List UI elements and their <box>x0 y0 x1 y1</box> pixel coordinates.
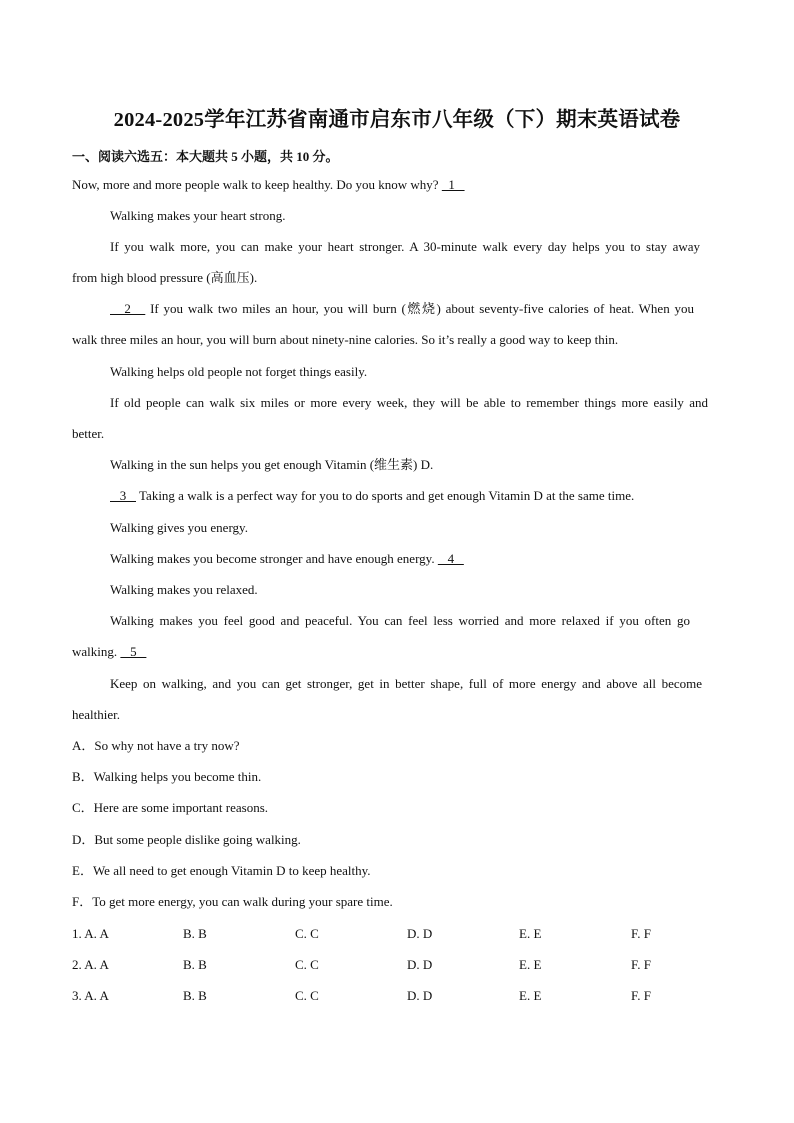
p6-heading: Walking makes you relaxed. <box>110 582 258 597</box>
answer-row-2-f[interactable]: F. F <box>631 957 651 972</box>
answer-row-2-c[interactable]: C. C <box>295 957 319 972</box>
answer-row-3-b[interactable]: B. B <box>183 988 207 1003</box>
p3-line2: better. <box>72 426 105 441</box>
p5-heading: Walking gives you energy. <box>110 520 248 535</box>
p7-line1: Keep on walking, and you can get stronger, get in better shape, full of more energy and above all become <box>110 676 702 691</box>
answer-row-3-c[interactable]: C. C <box>295 988 319 1003</box>
p5-line1 <box>110 551 464 567</box>
answer-row-1-d[interactable]: D. D <box>407 926 433 941</box>
blank-4: 4 <box>437 551 464 566</box>
p3-line1: If old people can walk six miles or more every week, they will be able to remember things more easily and <box>110 395 708 410</box>
p4-line1 <box>110 488 634 504</box>
answer-row-1-a[interactable]: 1. A. A <box>72 926 109 941</box>
section-heading: 一、阅读六选五：本大题共 5 小题，共 10 分。 <box>72 149 339 164</box>
answer-row-2-e[interactable]: E. E <box>519 957 542 972</box>
page-title: 2024-2025学年江苏省南通市启东市八年级（下）期末英语试卷 <box>113 109 681 131</box>
p4-text: Taking a walk is a perfect way for you to do sports and get enough Vitamin D at the same time. <box>136 488 635 503</box>
p5-text: Walking makes you become stronger and have enough energy. <box>110 551 438 566</box>
choice-e: E．We all need to get enough Vitamin D to keep healthy. <box>72 863 371 878</box>
p7-line2: healthier. <box>72 707 121 722</box>
p1-line2: from high blood pressure (高血压). <box>72 270 258 285</box>
p2-line1 <box>110 301 694 317</box>
choice-c: C．Here are some important reasons. <box>72 800 269 815</box>
intro-line <box>72 177 465 193</box>
answer-row-3-e[interactable]: E. E <box>519 988 542 1003</box>
answer-row-1-b[interactable]: B. B <box>183 926 207 941</box>
blank-5: 5 <box>120 644 147 659</box>
intro-text: Now, more and more people walk to keep healthy. Do you know why? <box>72 177 442 192</box>
blank-2: 2 <box>110 301 146 316</box>
blank-3: 3 <box>110 488 136 503</box>
p1-heading: Walking makes your heart strong. <box>110 208 286 223</box>
p4-heading: Walking in the sun helps you get enough Vitamin (维生素) D. <box>110 457 434 472</box>
answer-row-3-f[interactable]: F. F <box>631 988 651 1003</box>
choice-a: A．So why not have a try now? <box>72 738 240 753</box>
p3-heading: Walking helps old people not forget things easily. <box>110 364 368 379</box>
p1-line1: If you walk more, you can make your heart stronger. A 30-minute walk every day helps you to stay away <box>110 239 700 254</box>
p2-text: If you walk two miles an hour, you will burn (燃烧) about seventy-five calories of heat. When you <box>145 301 694 316</box>
p6-line1: Walking makes you feel good and peaceful. You can feel less worried and more relaxed if you often go <box>110 613 690 628</box>
p2-line2: walk three miles an hour, you will burn about ninety-nine calories. So it’s really a good way to keep thin. <box>72 332 619 347</box>
answer-row-2-d[interactable]: D. D <box>407 957 433 972</box>
blank-1: 1 <box>441 177 465 192</box>
choice-d: D．But some people dislike going walking. <box>72 832 301 847</box>
answer-row-2-a[interactable]: 2. A. A <box>72 957 109 972</box>
p6-line2 <box>72 644 146 660</box>
answer-row-1-e[interactable]: E. E <box>519 926 542 941</box>
answer-row-1-c[interactable]: C. C <box>295 926 319 941</box>
choice-f: F．To get more energy, you can walk during your spare time. <box>72 894 393 909</box>
answer-row-3-d[interactable]: D. D <box>407 988 433 1003</box>
p6-text: walking. <box>72 644 121 659</box>
answer-row-1-f[interactable]: F. F <box>631 926 651 941</box>
answer-row-3-a[interactable]: 3. A. A <box>72 988 109 1003</box>
answer-row-2-b[interactable]: B. B <box>183 957 207 972</box>
choice-b: B．Walking helps you become thin. <box>72 769 262 784</box>
